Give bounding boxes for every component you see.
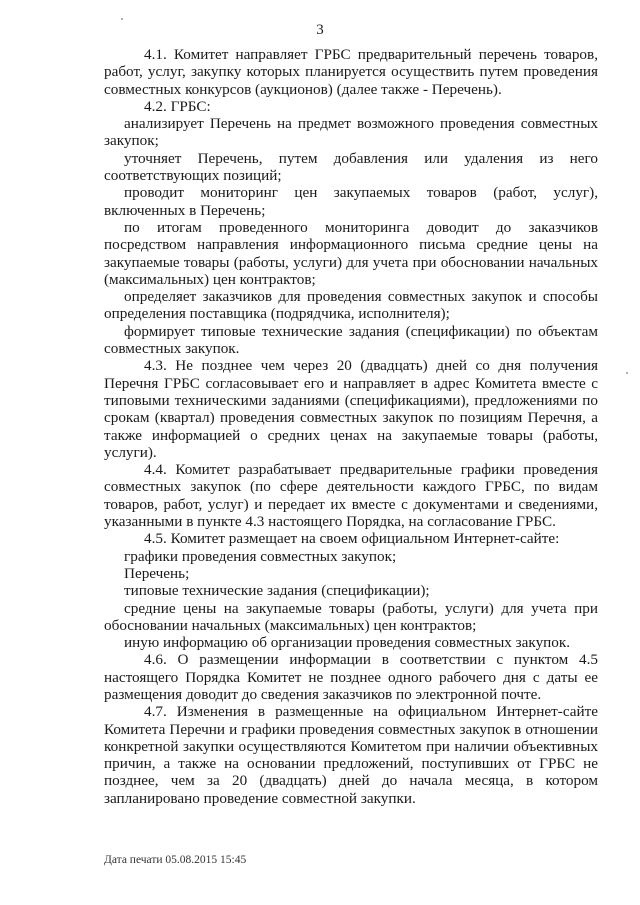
document-body xyxy=(104,46,598,807)
paragraph: 4.2. ГРБС: xyxy=(144,97,211,115)
scan-speck xyxy=(121,18,123,20)
print-date: Дата печати 05.08.2015 15:45 xyxy=(104,854,247,866)
paragraph: формирует типовые технические задания (спецификации) по объектам совместных закупок. xyxy=(104,322,598,358)
paragraph: анализирует Перечень на предмет возможного проведения совместных закупок; xyxy=(104,115,598,150)
paragraph: типовые технические задания (спецификации); xyxy=(124,582,430,600)
paragraph: 4.3. Не позднее чем через 20 (двадцать) дней со дня получения Перечня ГРБС согласовывает его и направляет в адрес Комитета вместе с типовыми техническими заданиями (спецификациями), предложениями по срокам (квартал) проведения совместных закупок по позициям Перечня, а также информацией о средних ценах на закупаемые товары (работы, услуги). xyxy=(104,357,598,461)
paragraph: 4.5. Комитет размещает на своем официальном Интернет-сайте: xyxy=(144,530,560,548)
paragraph: определяет заказчиков для проведения совместных закупок и способы определения поставщика (подрядчика, исполнителя); xyxy=(104,288,598,323)
paragraph: по итогам проведенного мониторинга доводит до заказчиков посредством направления информационного письма средние цены на закупаемые товары (работы, услуги) для учета при обосновании начальных (максимальных) цен контрактов; xyxy=(104,218,598,288)
paragraph: графики проведения совместных закупок; xyxy=(124,547,397,565)
paragraph: 4.7. Изменения в размещенные на официальном Интернет-сайте Комитета Перечни и графики проведения совместных закупок в отношении конкретной закупки осуществляются Комитетом при наличии объективных причин, а также на основании предложений, поступивших от ГРБС не позднее, чем за 20 (двадцать) дней до начала месяца, в котором запланировано проведение совместной закупки. xyxy=(104,703,598,807)
paragraph: средние цены на закупаемые товары (работы, услуги) для учета при обосновании начальных (максимальных) цен контрактов; xyxy=(104,599,598,634)
scan-speck xyxy=(626,372,628,374)
paragraph: уточняет Перечень, путем добавления или удаления из него соответствующих позиций; xyxy=(104,149,598,185)
page-number: 3 xyxy=(316,22,324,38)
paragraph: проводит мониторинг цен закупаемых товаров (работ, услуг), включенных в Перечень; xyxy=(104,184,598,219)
paragraph: 4.4. Комитет разрабатывает предварительные графики проведения совместных закупок (по сфере деятельности каждого ГРБС, по видам товаров, работ, услуг) и передает их вместе с документами и сведениями, указанными в пункте 4.3 настоящего Порядка, на согласование ГРБС. xyxy=(104,461,598,531)
paragraph: Перечень; xyxy=(124,564,190,582)
paragraph: 4.6. О размещении информации в соответствии с пунктом 4.5 настоящего Порядка Комитет не позднее одного рабочего дня с даты ее размещения доводит до сведения заказчиков по электронной почте. xyxy=(104,651,598,703)
paragraph: 4.1. Комитет направляет ГРБС предварительный перечень товаров, работ, услуг, закупку которых планируется осуществить путем проведения совместных конкурсов (аукционов) (далее также - Перечень). xyxy=(104,46,598,98)
paragraph: иную информацию об организации проведения совместных закупок. xyxy=(124,634,571,652)
